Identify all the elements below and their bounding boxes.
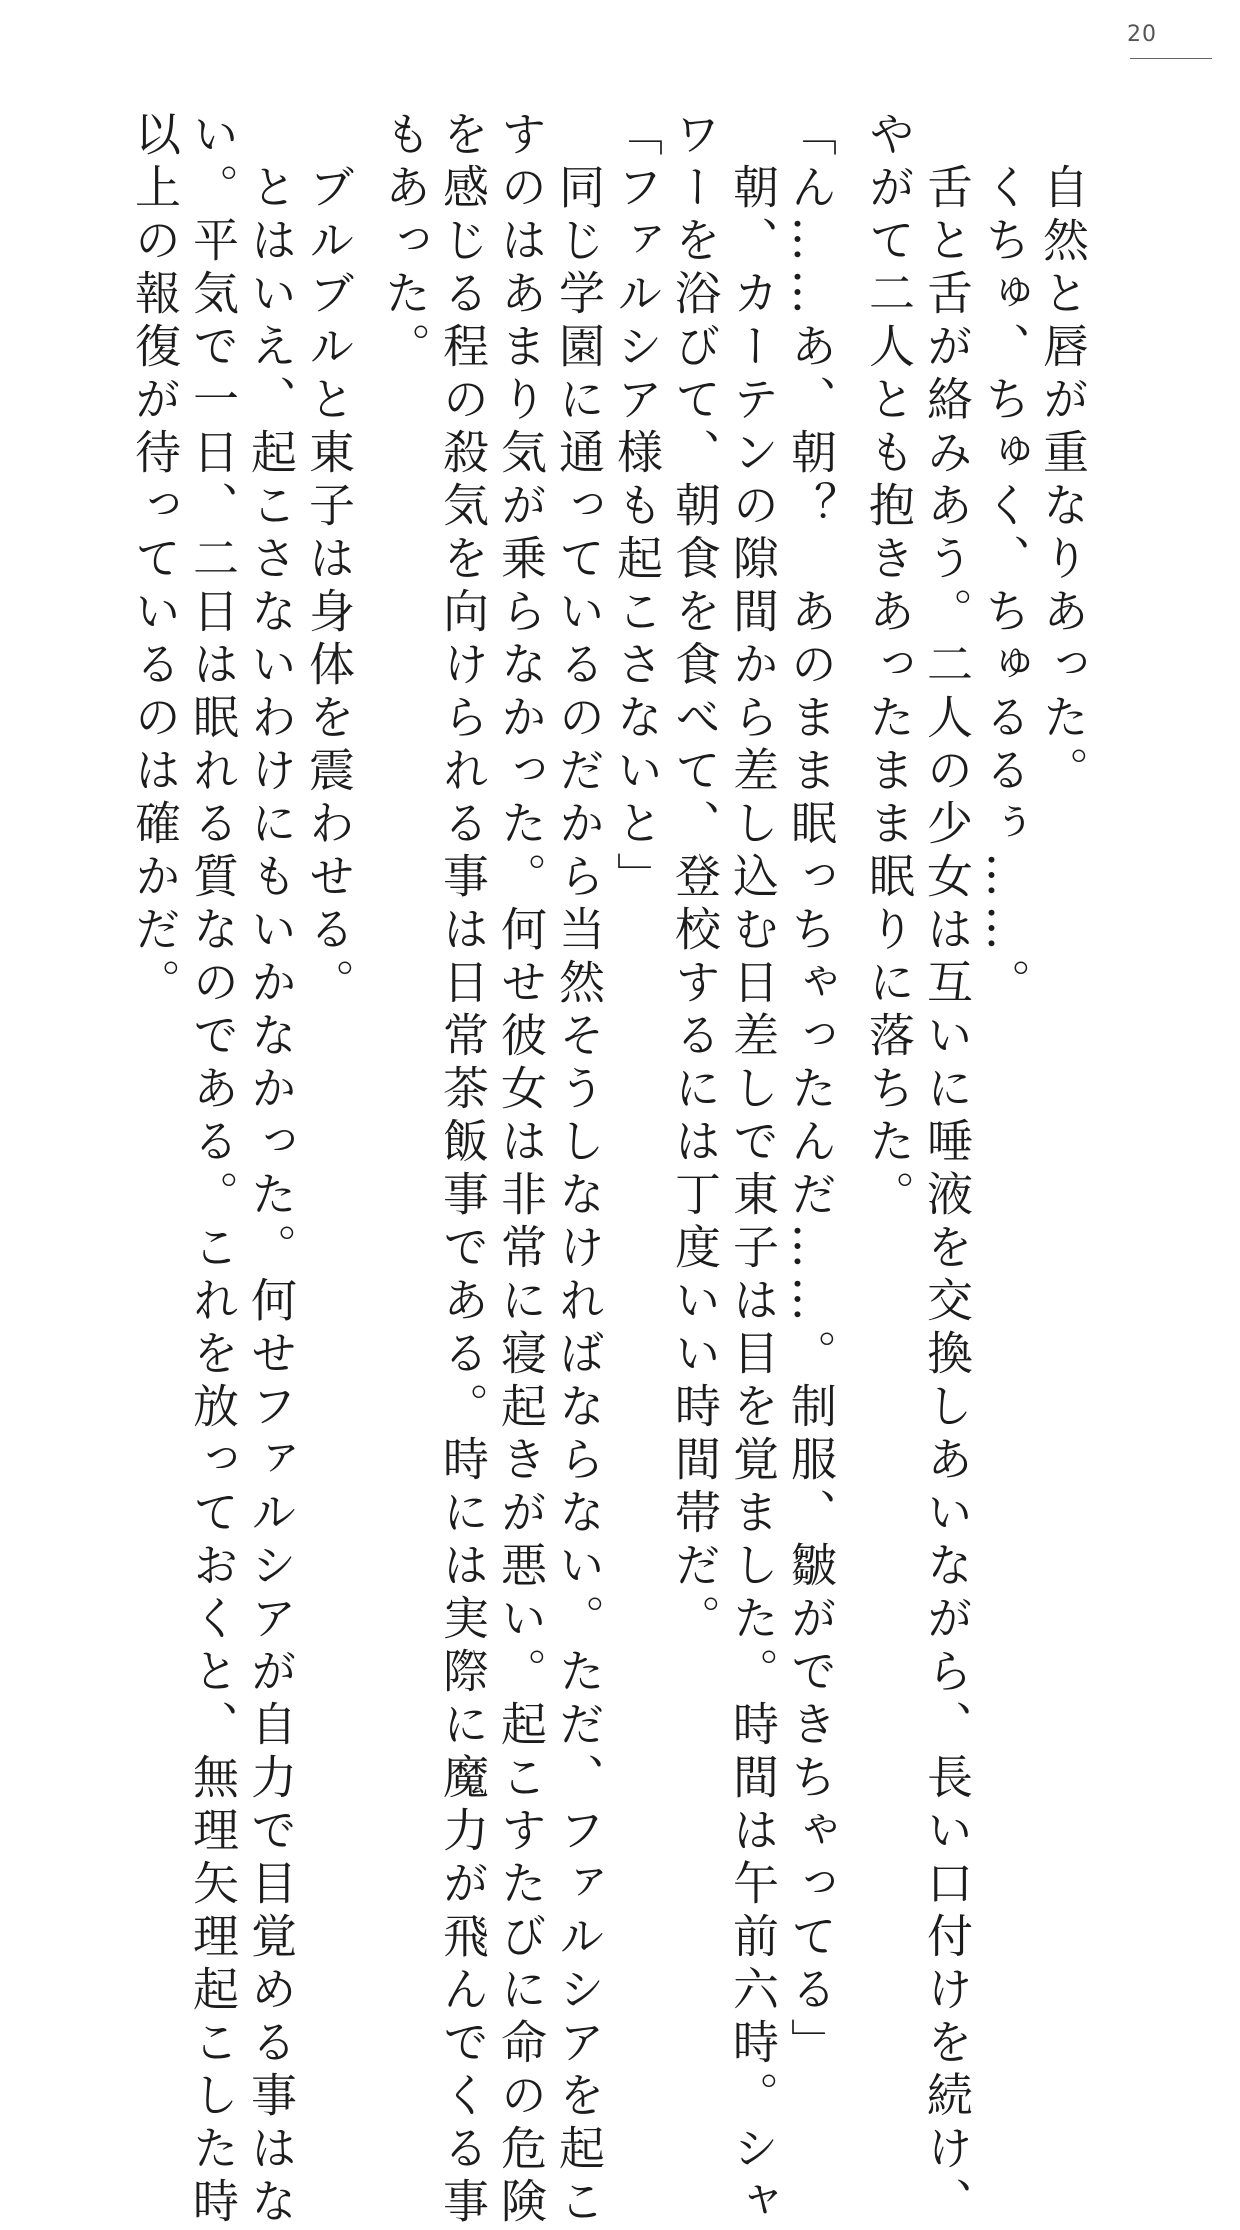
text-line: ブルブルと東子は身体を震わせる。 <box>302 110 356 1011</box>
text-line: すのはあまり気が乗らなかった。何せ彼女は非常に寝起きが悪い。起こすたびに命の危険 <box>494 110 548 2230</box>
text-line: い。平気で一日、二日は眠れる質なのである。これを放っておくと、無理矢理起こした時 <box>186 110 240 2230</box>
text-line: とはいえ、起こさないわけにもいかなかった。何せファルシアが自力で目覚める事はな <box>244 110 298 2230</box>
text-line: 以上の報復が待っているのは確かだ。 <box>128 110 182 1011</box>
page-number: 20 <box>1127 22 1157 47</box>
text-line: 同じ学園に通っているのだから当然そうしなければならない。ただ、ファルシアを起こ <box>552 110 606 2230</box>
text-line: 舌と舌が絡みあう。二人の少女は互いに唾液を交換しあいながら、長い口付けを続け、 <box>920 110 974 2230</box>
text-line: やがて二人とも抱きあったまま眠りに落ちた。 <box>862 110 916 1223</box>
vertical-text-body <box>0 110 1240 2230</box>
text-line: 「ん……あ、朝？ あのまま眠っちゃったんだ……。制服、皺ができちゃってる」 <box>784 110 838 2071</box>
text-line: くちゅ、ちゅく、ちゅるるぅ……。 <box>978 110 1032 1011</box>
text-line: 「ファルシア様も起こさないと」 <box>610 110 664 905</box>
text-line: 自然と唇が重なりあった。 <box>1036 110 1090 799</box>
page-number-rule <box>1130 58 1212 59</box>
text-line: ワーを浴びて、朝食を食べて、登校するには丁度いい時間帯だ。 <box>668 110 722 1647</box>
text-line: 朝、カーテンの隙間から差し込む日差しで東子は目を覚ました。時間は午前六時。シャ <box>726 110 780 2230</box>
text-line: を感じる程の殺気を向けられる事は日常茶飯事である。時には実際に魔力が飛んでくる事 <box>436 110 490 2230</box>
text-line: もあった。 <box>378 110 432 375</box>
